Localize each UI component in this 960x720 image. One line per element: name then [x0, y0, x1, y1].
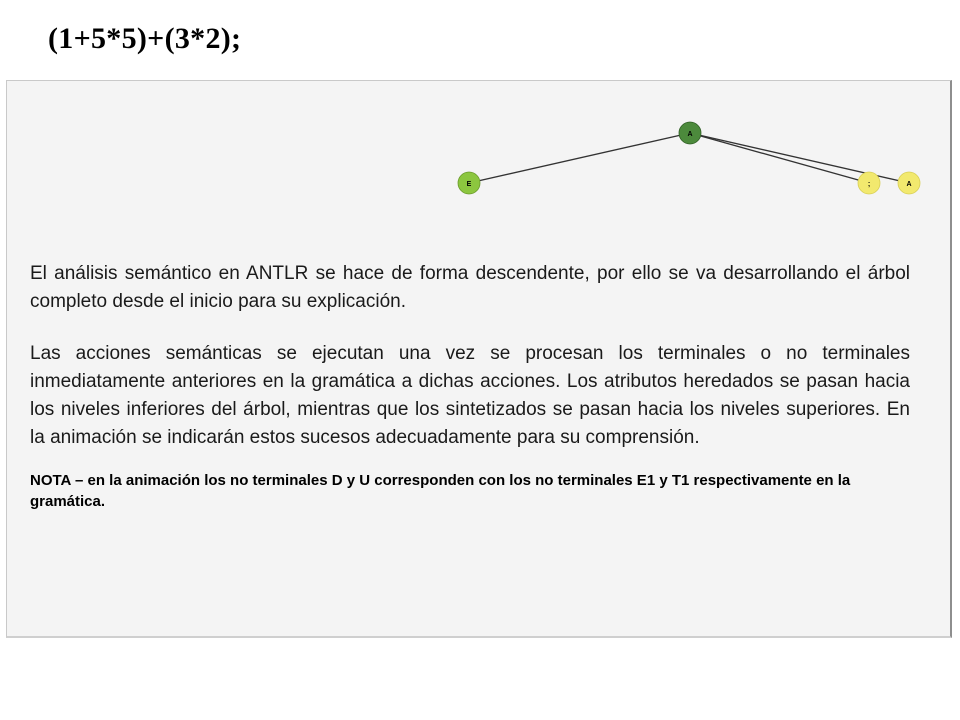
- edge-root-to-e: [469, 131, 693, 183]
- parse-tree: [7, 81, 953, 241]
- tree-node-root: [679, 122, 701, 144]
- note-text: NOTA – en la animación los no terminales D y U corresponden con los no terminales E1 y T1 respectivamente en la gramática.: [30, 472, 851, 510]
- paragraph-intro: El análisis semántico en ANTLR se hace de forma descendente, por ello se va desarrollando el árbol completo desde el inicio para su explicación.: [30, 263, 910, 312]
- paragraph-semantic-actions: Las acciones semánticas se ejecutan una vez se procesan los terminales o no terminales inmediatamente anteriores en la gramática a dichas acciones. Los atributos heredados se pasan hacia los niveles inferiores del árbol, mientras que los sintetizados se pasan hacia los niveles superiores. En la animación se indicarán estos sucesos adecuadamente para su comprensión.: [30, 343, 910, 448]
- tree-node-a: [898, 172, 920, 194]
- edge-root-to-semicolon: [690, 133, 869, 183]
- explanation-text: [30, 260, 910, 512]
- slide-title: (1+5*5)+(3*2);: [48, 22, 242, 55]
- tree-node-semicolon: [858, 172, 880, 194]
- tree-node-label: A: [687, 131, 693, 138]
- tree-node-label: E: [466, 181, 472, 188]
- tree-node-label: A: [906, 181, 912, 188]
- content-panel: [6, 80, 952, 638]
- tree-node-e: [458, 172, 480, 194]
- tree-node-label: ;: [867, 181, 871, 188]
